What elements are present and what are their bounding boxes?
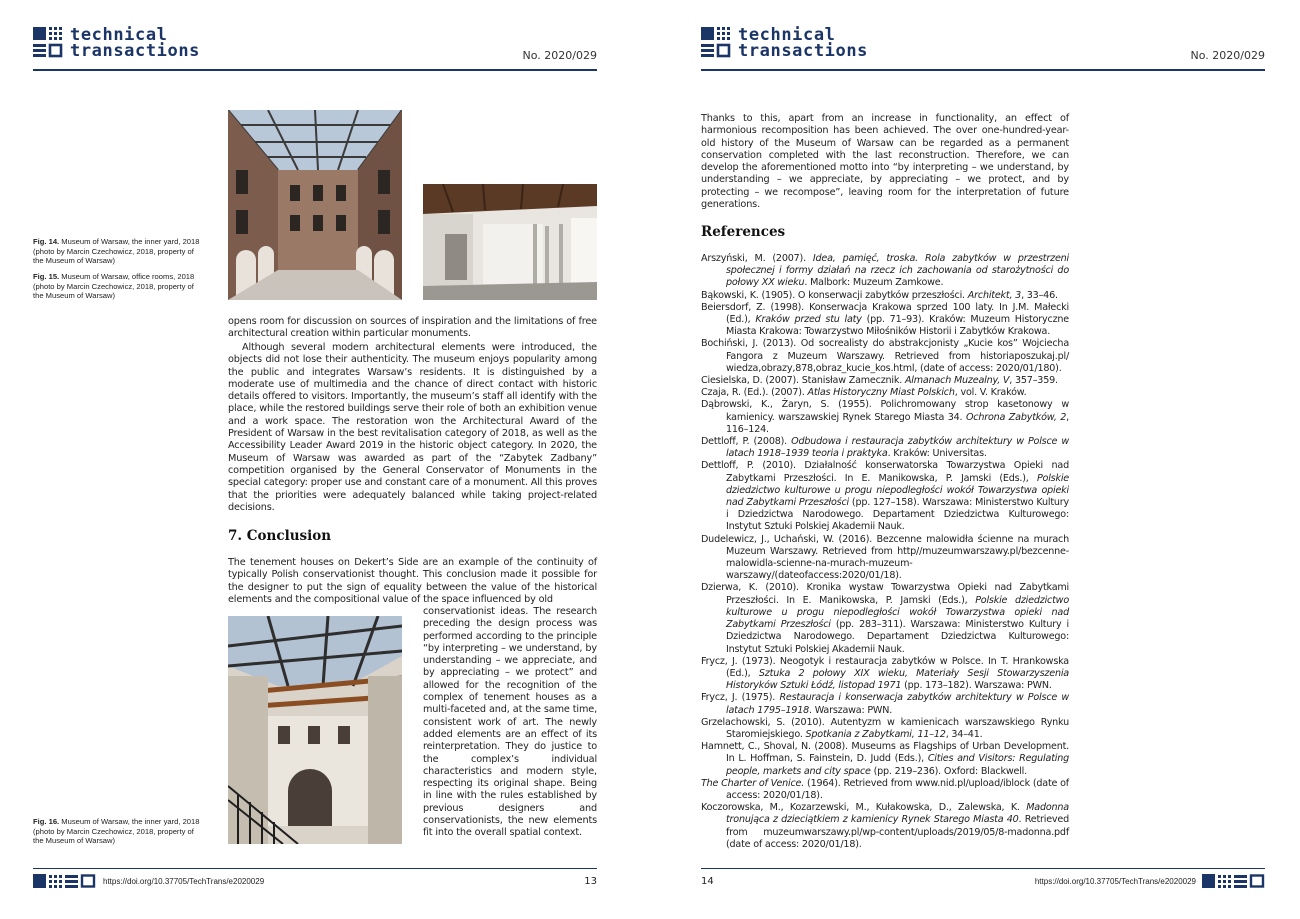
reference-item <box>701 375 1069 387</box>
reference-pre: Dettloff, P. (2010). Działalność konserwatorska Towarzystwa Opieki nad Zabytkami Przeszłości. In E. Manikowska, P. Jamski (Eds.), <box>701 460 1069 484</box>
references-heading: References <box>701 224 786 240</box>
reference-pre: Dąbrowski, K., Żaryn, S. (1955). Polichromowany strop kasetonowy w kamienicy. warszawskiej Rynek Starego Miasta 34. <box>701 399 1069 423</box>
reference-post: (pp. 283–311). Warszawa: Ministerstwo Kultury i Dziedzictwa Narodowego. Departament Dziedzictwa Kulturowego: Instytut Sztuki Polskiej Akademii Nauk. <box>726 619 1069 655</box>
figure-16-photo <box>228 616 402 844</box>
reference-it: Atlas Historyczny Miast Polskich <box>807 387 955 399</box>
reference-pre: Grzelachowski, S. (2010). Autentyzm w kamienicach warszawskiego Rynku Staromiejskiego. <box>701 716 1069 740</box>
figure-15-caption-text: Museum of Warsaw, office rooms, 2018 (photo by Marcin Czechowicz, 2018, property of the Museum of Warsaw) <box>33 272 195 301</box>
journal-logo-mark-icon <box>701 27 731 59</box>
reference-it: Sztuka 2 połowy XIX wieku, Materiały Sesji Stowarzyszenia Historyków Sztuki Łódź, listopad 1971 <box>726 667 1069 692</box>
reference-post: (pp. 127–158). Warszawa: Ministerstwo Kultury i Dziedzictwa Narodowego. Departament Dziedzictwa Kulturowego: Instytut Sztuki Polskiej Akademii Nauk. <box>726 497 1069 533</box>
reference-pre: Ciesielska, D. (2007). Stanisław Zamecznik. <box>701 375 905 387</box>
reference-pre: Czaja, R. (Ed.). (2007). <box>701 387 808 399</box>
reference-post: (pp. 71–93). Kraków: Muzeum Historyczne Miasta Krakowa: Towarzystwo Miłośników Historii i Zabytków Krakowa. <box>726 314 1069 338</box>
reference-item <box>701 656 1069 693</box>
reference-item <box>701 582 1069 655</box>
body-paragraph: Thanks to this, apart from an increase in functionality, an effect of harmonious recomposition has been achieved. The over one-hundred-year-old history of the Museum of Warsaw can be regarded as a permanent conservation completed with the last reconstruction. Therefore, we can develop the aforementioned motto into “by interpreting – we understand, by understanding – we appreciate, by appreciating – we protect, and by protecting – we recompose”, leaving room for the interpretation of future generations. <box>701 113 1069 211</box>
journal-name-line2: transactions <box>70 41 201 61</box>
reference-item <box>701 778 1069 802</box>
journal-name <box>70 27 200 59</box>
reference-post: (pp. 219–236). Oxford: Blackwell. <box>870 765 1027 777</box>
journal-logo-mark-icon <box>33 27 63 59</box>
reference-post: , 33–46. <box>1021 289 1058 301</box>
reference-post: . Retrieved from muzeumwarszawy.pl/wp-content/uploads/2019/05/8-madonna.pdf (date of access: 2020/01/18). <box>726 814 1069 850</box>
conclusion-paragraph-continued: conservationist ideas. The research preceding the design process was performed according to the principle “by interpreting – we understand, by understanding – we appreciate, and by appreciating – we protect” and allowed for the recognition of the complex of tenement houses as a multi-faceted and, at the same time, consistent work of art. The newly added elements are an effect of its reinterpretation. They do justice to the complex’s individual characteristics and modern style, respecting its original shape. Being in line with the rules established by previous designers and conservationists, the new elements fit into the overall spatial context. <box>423 606 597 839</box>
figure-15-label: Fig. 15. <box>33 272 60 281</box>
reference-it: Restauracja i konserwacja zabytków architektury w Polsce w latach 1795–1918 <box>726 692 1070 716</box>
figure-16-caption <box>33 817 201 846</box>
footer-doi: https://doi.org/10.37705/TechTrans/e2020029 <box>103 877 265 886</box>
section-heading-conclusion: 7. Conclusion <box>228 528 332 544</box>
reference-post: , 357–359. <box>1009 375 1058 387</box>
reference-it: Spotkania z Zabytkami, 11–12 <box>805 728 946 740</box>
reference-pre: Dettloff, P. (2008). <box>701 436 792 448</box>
figure-14-photo <box>228 110 402 300</box>
reference-item <box>701 534 1069 583</box>
reference-item <box>701 302 1069 339</box>
reference-item <box>701 802 1069 851</box>
reference-post: , 116–124. <box>726 411 1069 435</box>
issue-number: No. 2020/029 <box>522 49 597 62</box>
journal-name-line1: technical <box>70 25 168 45</box>
figure-15-caption <box>33 272 201 301</box>
reference-post: (1964). Retrieved from www.nid.pl/upload/iblock (date of access: 2020/01/18). <box>726 777 1069 801</box>
reference-post: , 34–41. <box>945 728 983 740</box>
journal-logo <box>701 27 868 59</box>
figure-16-caption-text: Museum of Warsaw, the inner yard, 2018 (photo by Marcin Czechowicz, 2018, property of the Museum of Warsaw) <box>33 817 200 846</box>
reference-pre: Dzierwa, K. (2010). Kronika wystaw Towarzystwa Opieki nad Zabytkami Przeszłości. In E. Manikowska, P. Jamski (Eds.), <box>701 582 1069 606</box>
reference-pre: Hamnett, C., Shoval, N. (2008). Museums as Flagships of Urban Development. In L. Hoffman, S. Fainstein, D. Judd (Eds.), <box>701 741 1069 765</box>
reference-item <box>701 290 1069 302</box>
footer-logo-icon <box>33 874 96 888</box>
reference-item <box>701 338 1069 375</box>
journal-logo <box>33 27 200 59</box>
footer-rule <box>701 868 1265 869</box>
reference-it: Ochrona Zabytków, 2 <box>965 411 1067 423</box>
body-paragraph-2: Although several modern architectural elements were introduced, the objects did not lose their authenticity. The museum enjoys popularity among the public and integrates Warsaw’s residents. It is distinguished by a moderate use of multimedia and the chance of direct contact with historic details offered to visitors. Importantly, the museum’s staff all identify with the place, while the restored buildings serve their role of both an exhibition venue and a work space. The restoration won the Architectural Award of the President of Warsaw in the best revitalisation category of 2018, as well as the Accessibility Leader Award 2019 in the historic object category. In 2020, the Museum of Warsaw was awarded as part of the “Zabytek Zadbany” competition organised by the General Conservator of Monuments in the special category: proper use and constant care of a monument. All this proves that the priorities were adequately balanced while taking project-related decisions. <box>228 342 597 513</box>
page-number: 14 <box>701 876 714 887</box>
reference-it: Cities and Visitors: Regulating people, markets and city space <box>726 753 1070 777</box>
reference-item <box>701 460 1069 533</box>
footer-logo-icon <box>1202 874 1265 888</box>
journal-name <box>738 27 868 59</box>
page-number: 13 <box>584 876 597 887</box>
reference-item <box>701 717 1069 741</box>
journal-name-line2: transactions <box>738 41 869 61</box>
reference-it: Odbudowa i restauracja zabytków architektury w Polsce w latach 1918–1939 teoria i praktyka <box>726 436 1069 460</box>
reference-list <box>701 253 1069 851</box>
reference-item <box>701 253 1069 290</box>
reference-post: , vol. V. Kraków. <box>954 387 1027 399</box>
reference-item <box>701 399 1069 436</box>
reference-it: Architekt, 3 <box>967 289 1022 301</box>
header-rule <box>701 69 1265 71</box>
figure-14-caption <box>33 237 201 266</box>
header-rule <box>33 69 597 71</box>
reference-it: Almanach Muzealny, V <box>904 375 1010 387</box>
footer-rule <box>33 868 597 869</box>
reference-it: Idea, pamięć, troska. Rola zabytków w przestrzeni społecznej i formy działań na rzecz ich zachowania od starożytności do połowy XX wieku <box>726 253 1069 289</box>
reference-item <box>701 436 1069 460</box>
reference-pre: Frycz, J. (1975). <box>701 692 780 704</box>
reference-pre: Beiersdorf, Z. (1998). Konserwacja Krakowa sprzed 100 laty. In J.M. Małecki (Ed.), <box>701 301 1069 326</box>
body-paragraph-1: opens room for discussion on sources of inspiration and the limitations of free architectural creation within particular monuments. <box>228 316 597 340</box>
journal-name-line1: technical <box>738 25 836 45</box>
reference-post: . Kraków: Universitas. <box>887 448 987 460</box>
reference-it: Madonna tronująca z dzieciątkiem z kamienicy Rynek Starego Miasta 40 <box>726 802 1069 826</box>
reference-it: Kraków przed stu laty <box>755 314 862 326</box>
reference-item <box>701 741 1069 778</box>
reference-item <box>701 692 1069 716</box>
reference-pre: Dudelewicz, J., Uchański, W. (2016). Bezcenne malowidła ścienne na murach Muzeum Warszawy. Retrieved from http//muzeumwarszawy.pl/bezcenne-malowidla-scienne-na-murach-muzeum-warszawy/(dateofaccess:2020/01/18). <box>701 533 1069 582</box>
reference-it: The Charter of Venice. <box>701 777 805 789</box>
conclusion-paragraph: The tenement houses on Dekert’s Side are an example of the continuity of typically Polish conservationist thought. This conclusion made it possible for the designer to put the sign of equality between the value of the historical elements and the compositional value of the space influenced by old <box>228 557 597 605</box>
reference-post: (pp. 173–182). Warszawa: PWN. <box>901 680 1052 692</box>
reference-item <box>701 387 1069 399</box>
reference-pre: Frycz, J. (1973). Neogotyk i restauracja zabytków w Polsce. In T. Hrankowska (Ed.), <box>701 655 1069 679</box>
reference-it: Polskie dziedzictwo kulturowe u progu niepodległości wokół Towarzystwa opieki nad Zabytkami Przeszłości <box>726 472 1069 509</box>
reference-it: Polskie dziedzictwo kulturowe u progu niepodległości wokół Towarzystwa opieki nad Zabytkami Przeszłości <box>726 594 1069 631</box>
figure-16-label: Fig. 16. <box>33 817 60 826</box>
right-page <box>650 0 1300 919</box>
reference-pre: Bochiński, J. (2013). Od socrealisty do abstrakcjonisty „Kucie kos” Wojciecha Fangora z Muzeum Warszawy. Retrieved from historiaposzukaj.pl/ wiedza,obrazy,878,obraz_kucie_kos.html, (date of access: 2020/01/180). <box>701 338 1069 374</box>
figure-14-label: Fig. 14. <box>33 237 60 246</box>
reference-post: . Warszawa: PWN. <box>809 704 893 716</box>
figure-14-caption-text: Museum of Warsaw, the inner yard, 2018 (photo by Marcin Czechowicz, 2018, property of the Museum of Warsaw) <box>33 237 200 266</box>
issue-number: No. 2020/029 <box>1190 49 1265 62</box>
footer-doi: https://doi.org/10.37705/TechTrans/e2020029 <box>1034 877 1196 886</box>
reference-pre: Koczorowska, M., Kozarzewski, M., Kułakowska, D., Zalewska, K. <box>701 802 1027 814</box>
reference-pre: Arszyński, M. (2007). <box>701 253 813 264</box>
figure-15-photo <box>423 184 597 300</box>
reference-pre: Bąkowski, K. (1905). O konserwacji zabytków przeszłości. <box>701 289 968 301</box>
reference-post: . Malbork: Muzeum Zamkowe. <box>804 277 944 289</box>
